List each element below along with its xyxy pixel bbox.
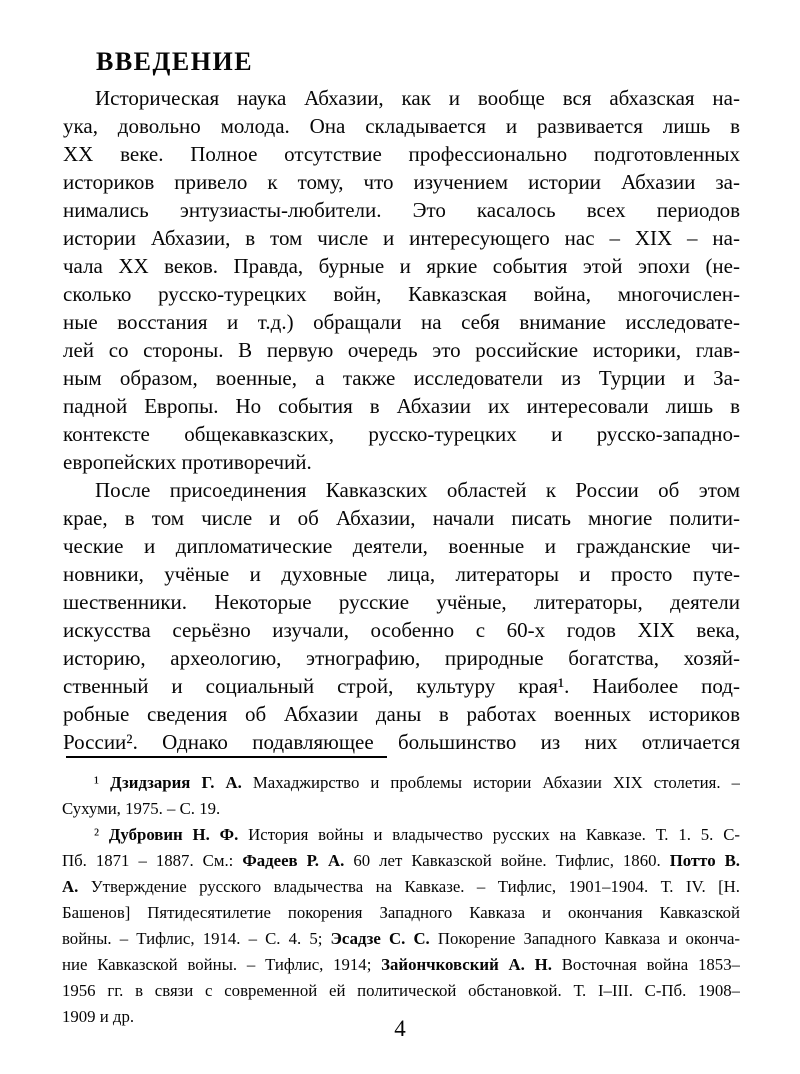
page-number: 4 bbox=[394, 1016, 406, 1041]
body-text-line: истории Абхазии, в том числе и интересующего нас – XIX – на- bbox=[63, 226, 740, 250]
body-text-line: ческие и дипломатические деятели, военные и гражданские чи- bbox=[63, 534, 740, 558]
body-text-line: падной Европы. Но события в Абхазии их интересовали лишь в bbox=[63, 394, 740, 418]
footnote-line: Пб. 1871 – 1887. См.: Фадеев Р. А. 60 лет Кавказской войне. Тифлис, 1860. Потто В. bbox=[62, 851, 740, 870]
footnote-2 bbox=[62, 822, 740, 1030]
body-text-line: сколько русско-турецких войн, Кавказская война, многочислен- bbox=[63, 282, 740, 306]
footnote-line: Башенов] Пятидесятилетие покорения Западного Кавказа и окончания Кавказской bbox=[62, 903, 740, 922]
body-text-line: лей со стороны. В первую очередь это российские историки, глав- bbox=[63, 338, 740, 362]
footnote-line: ¹ Дзидзария Г. А. Махаджирство и проблемы истории Абхазии XIX столетия. – bbox=[94, 773, 740, 792]
footnote-line: ние Кавказской войны. – Тифлис, 1914; Зайончковский А. Н. Восточная война 1853– bbox=[62, 955, 740, 974]
body-text-line: ные восстания и т.д.) обращали на себя внимание исследовате- bbox=[63, 310, 740, 334]
body-text-line: После присоединения Кавказских областей к России об этом bbox=[95, 478, 740, 502]
footnote-line: 1956 гг. в связи с современной ей политической обстановкой. Т. I–III. С-Пб. 1908– bbox=[62, 981, 740, 1000]
body-text-line: шественники. Некоторые русские учёные, литераторы, деятели bbox=[63, 590, 740, 614]
footnote-separator bbox=[66, 756, 387, 758]
footnotes-block bbox=[62, 770, 740, 1030]
footnote-line: ² Дубровин Н. Ф. История войны и владычество русских на Кавказе. Т. 1. 5. С- bbox=[94, 825, 740, 844]
body-text-line: контексте общекавказских, русско-турецких и русско-западно- bbox=[63, 422, 740, 446]
chapter-heading: ВВЕДЕНИЕ bbox=[96, 47, 254, 77]
footnote-line: войны. – Тифлис, 1914. – С. 4. 5; Эсадзе С. С. Покорение Западного Кавказа и оконча- bbox=[62, 929, 740, 948]
body-text-line: ука, довольно молода. Она складывается и развивается лишь в bbox=[63, 114, 740, 138]
body-text-line: ным образом, военные, а также исследователи из Турции и За- bbox=[63, 366, 740, 390]
footnote-line: Сухуми, 1975. – С. 19. bbox=[62, 799, 221, 818]
body-text-line: Историческая наука Абхазии, как и вообще вся абхазская на- bbox=[95, 86, 740, 110]
body-text-line: европейских противоречий. bbox=[63, 450, 312, 474]
body-text-line: России². Однако подавляющее большинство из них отличается bbox=[63, 730, 740, 754]
body-text-line: робные сведения об Абхазии даны в работах военных историков bbox=[63, 702, 740, 726]
body-text-block bbox=[63, 84, 740, 756]
body-text-line: нимались энтузиасты-любители. Это касалось всех периодов bbox=[63, 198, 740, 222]
body-text-line: историю, археологию, этнографию, природные богатства, хозяй- bbox=[63, 646, 740, 670]
body-text-line: ственный и социальный строй, культуру края¹. Наиболее под- bbox=[63, 674, 740, 698]
body-text-line: новники, учёные и духовные лица, литераторы и просто путе- bbox=[63, 562, 740, 586]
body-text-line: XX веке. Полное отсутствие профессионально подготовленных bbox=[63, 142, 740, 166]
body-text-line: историков привело к тому, что изучением истории Абхазии за- bbox=[63, 170, 740, 194]
footnote-line: 1909 и др. bbox=[62, 1007, 135, 1026]
body-text-line: искусства серьёзно изучали, особенно с 60-х годов XIX века, bbox=[63, 618, 740, 642]
body-text-line: крае, в том числе и об Абхазии, начали писать многие полити- bbox=[63, 506, 740, 530]
footnote-1 bbox=[62, 770, 740, 822]
body-text-line: чала XX веков. Правда, бурные и яркие события этой эпохи (не- bbox=[63, 254, 740, 278]
footnote-line: А. Утверждение русского владычества на Кавказе. – Тифлис, 1901–1904. Т. IV. [Н. bbox=[62, 877, 740, 896]
